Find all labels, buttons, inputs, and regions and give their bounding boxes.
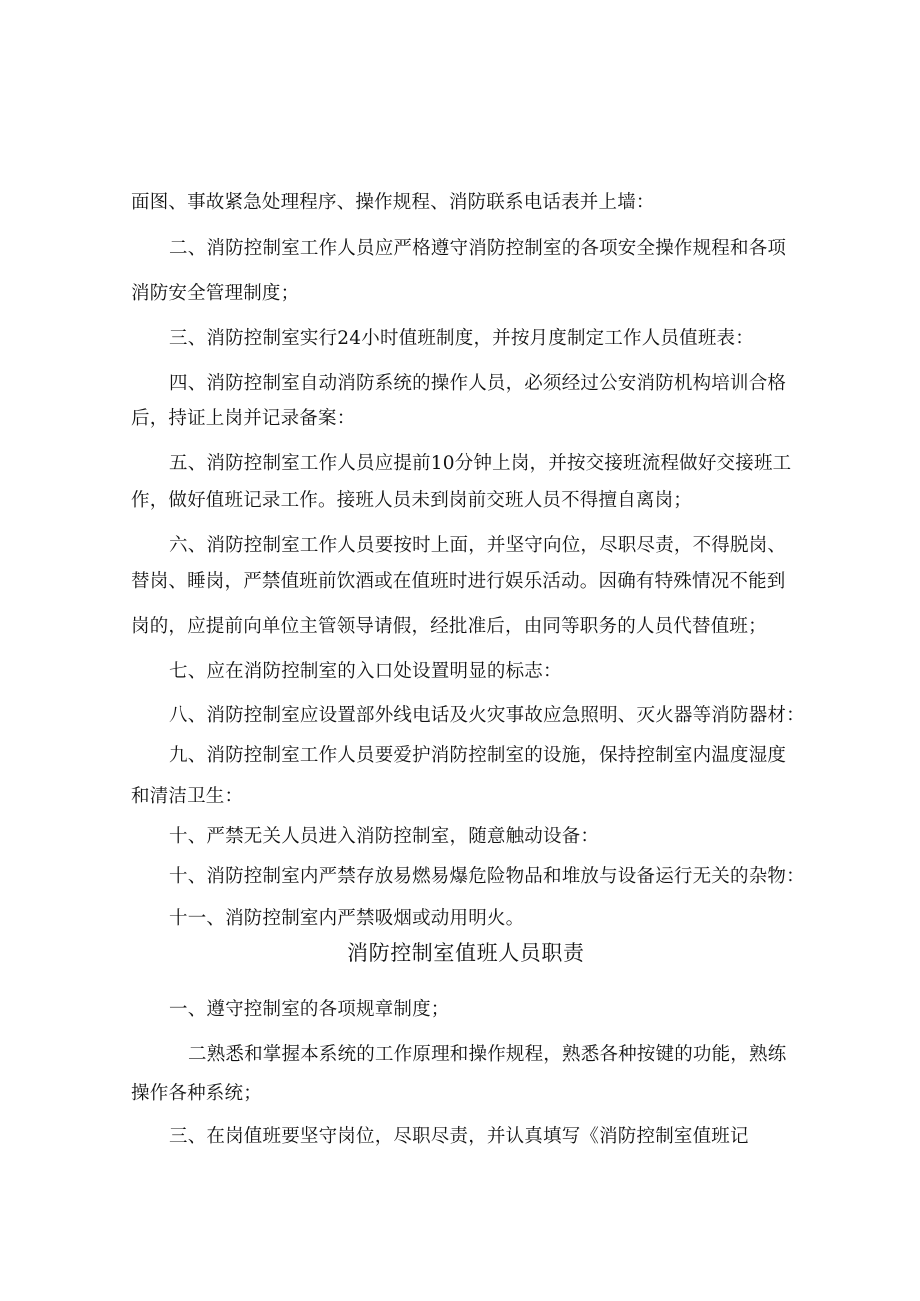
rule-6-line-2: 替岗、睡岗，严禁值班前饮酒或在值班时进行娱乐活动。因确有特殊情况不能到 [131,571,786,592]
section-title: 消防控制室值班人员职责 [347,941,585,965]
duty-2-line-1: 二熟悉和掌握本系统的工作原理和操作规程，熟悉各种按键的功能，熟练 [188,1044,787,1065]
duty-1: 一、遵守控制室的各项规章制度； [169,999,450,1020]
rule-4-line-1: 四、消防控制室自动消防系统的操作人员，必须经过公安消防机构培训合格 [169,373,787,394]
rule-6-line-3: 岗的，应提前向单位主管领导请假，经批准后，由同等职务的人员代替值班； [131,616,767,637]
rule-3: 三、消防控制室实行24小时值班制度，并按月度制定工作人员值班表： [169,328,754,349]
duty-3-line-1: 三、在岗值班要坚守岗位，尽职尽责，并认真填写《消防控制室值班记 [169,1126,749,1147]
rule-9-line-2: 和清洁卫生： [131,786,244,807]
rule-2-line-2: 消防安全管理制度； [131,283,300,304]
rule-11: 十、消防控制室内严禁存放易燃易爆危险物品和堆放与设备运行无关的杂物： [169,866,805,887]
text-line: 面图、事故紧急处理程序、操作规程、消防联系电话表并上墙： [131,192,655,213]
rule-8: 八、消防控制室应设置部外线电话及火灾事故应急照明、灭火器等消防器材： [169,705,805,726]
rule-12: 十一、消防控制室内严禁吸烟或动用明火。 [169,908,525,929]
rule-6-line-1: 六、消防控制室工作人员要按时上面，并坚守向位，尽职尽责，不得脱岗、 [169,535,787,556]
rule-5-line-2: 作，做好值班记录工作。接班人员未到岗前交班人员不得擅自离岗； [131,490,693,511]
rule-4-line-2: 后，持证上岗并记录备案： [131,408,356,429]
rule-5-line-1: 五、消防控制室工作人员应提前10分钟上岗，并按交接班流程做好交接班工 [169,453,792,474]
rule-2-line-1: 二、消防控制室工作人员应严格遵守消防控制室的各项安全操作规程和各项 [169,238,787,259]
rule-7: 七、应在消防控制室的入口处设置明显的标志： [169,661,562,682]
rule-9-line-1: 九、消防控制室工作人员要爱护消防控制室的设施，保持控制室内温度湿度 [169,745,787,766]
rule-10: 十、严禁无关人员进入消防控制室，随意触动设备： [169,826,600,847]
duty-2-line-2: 操作各种系统； [131,1083,262,1104]
